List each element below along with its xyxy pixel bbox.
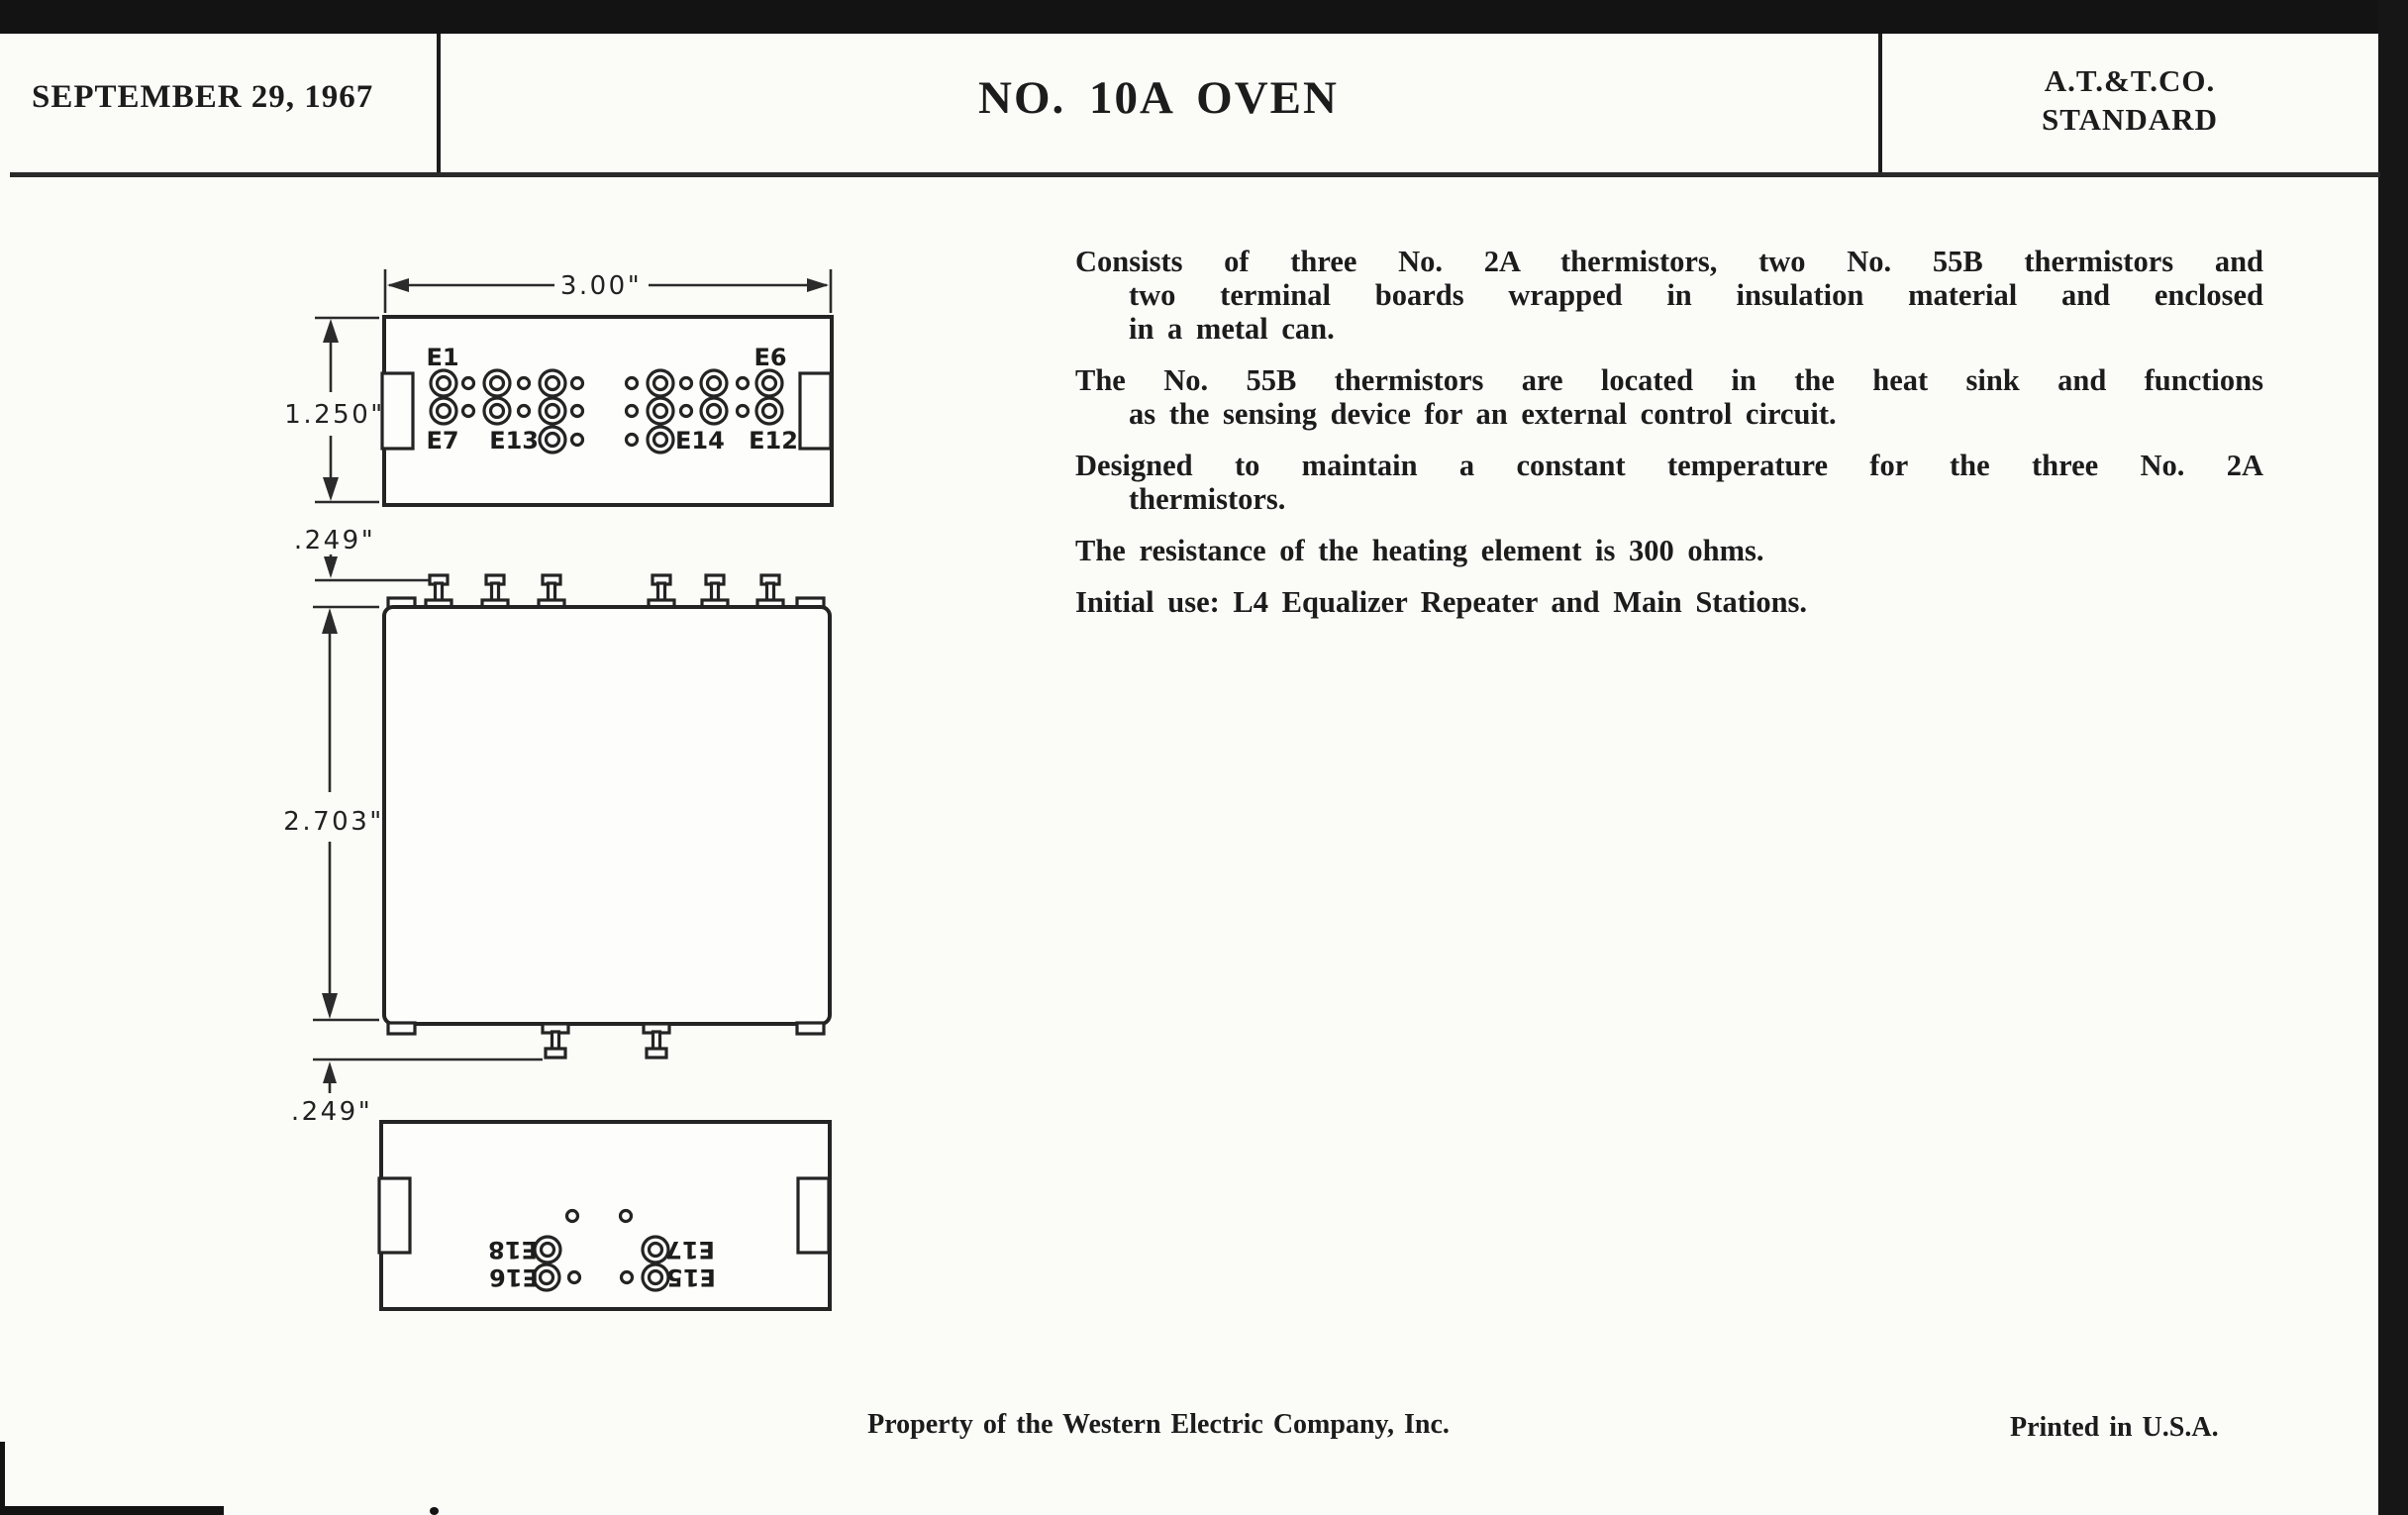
side-view-top-pins xyxy=(426,575,783,609)
terminal-label-e17: E17 xyxy=(665,1236,715,1263)
scan-border-top xyxy=(0,0,2408,34)
dim-body-label: 2.703" xyxy=(283,807,384,837)
doc-org-line2: STANDARD xyxy=(2042,102,2218,137)
terminal-label-e12: E12 xyxy=(749,427,798,454)
description-line: The resistance of the heating element is 300 ohms. xyxy=(1075,534,1764,567)
oven-technical-drawing xyxy=(257,248,891,1337)
scan-speck xyxy=(430,1507,439,1515)
doc-date: SEPTEMBER 29, 1967 xyxy=(32,79,374,115)
footer-property-notice: Property of the Western Electric Company, Inc. xyxy=(867,1409,1450,1440)
dim-height-label: 1.250" xyxy=(284,400,385,430)
description-line: two terminal boards wrapped in insulation material and enclosed xyxy=(1129,278,2263,312)
terminal-label-e18: E18 xyxy=(488,1236,538,1263)
scan-border-bottom xyxy=(0,1506,224,1515)
scan-border-left xyxy=(0,1442,5,1515)
bottom-view xyxy=(379,1122,830,1309)
bottom-view-left-notch xyxy=(379,1178,410,1253)
dimension-pin-top xyxy=(294,526,430,580)
terminal-label-e13: E13 xyxy=(489,427,539,454)
doc-title: NO. 10A OVEN xyxy=(978,72,1339,124)
description-line: Consists of three No. 2A thermistors, two No. 55B thermistors and xyxy=(1075,245,2263,278)
scan-border-right xyxy=(2378,0,2408,1515)
terminal-label-e15: E15 xyxy=(666,1263,716,1291)
doc-org xyxy=(1882,61,2377,139)
description-line: in a metal can. xyxy=(1129,312,1335,346)
footer-printed-notice: Printed in U.S.A. xyxy=(2010,1412,2219,1443)
terminal-label-e6: E6 xyxy=(753,344,787,371)
terminal-label-e1: E1 xyxy=(426,344,459,371)
description-line: as the sensing device for an external control circuit. xyxy=(1129,397,1837,431)
description-line: Initial use: L4 Equalizer Repeater and Main Stations. xyxy=(1075,585,1808,619)
header-rule xyxy=(10,172,2380,177)
dim-pin-top-label: .249" xyxy=(293,526,376,556)
side-view-bottom-pins xyxy=(543,1024,669,1058)
top-view-right-notch xyxy=(800,373,831,449)
dimension-body-height xyxy=(283,607,383,1020)
dim-pin-bottom-label: .249" xyxy=(290,1097,373,1127)
top-view-left-notch xyxy=(382,373,413,449)
description-line: Designed to maintain a constant temperature for the three No. 2A xyxy=(1075,449,2263,482)
terminal-label-e7: E7 xyxy=(426,427,459,454)
terminal-label-e14: E14 xyxy=(675,427,725,454)
dimension-height xyxy=(284,318,384,502)
description-block xyxy=(1075,245,2263,619)
terminal-label-e16: E16 xyxy=(489,1263,539,1291)
bottom-view-right-notch xyxy=(798,1178,829,1253)
side-view xyxy=(283,575,830,1058)
doc-org-line1: A.T.&T.CO. xyxy=(2044,63,2216,98)
description-line: thermistors. xyxy=(1129,482,1286,516)
dimension-width xyxy=(385,269,831,313)
top-view xyxy=(284,269,832,505)
description-line: The No. 55B thermistors are located in the heat sink and functions xyxy=(1075,363,2263,397)
dimension-pin-bottom xyxy=(291,1060,543,1127)
dim-width-label: 3.00" xyxy=(559,271,643,301)
